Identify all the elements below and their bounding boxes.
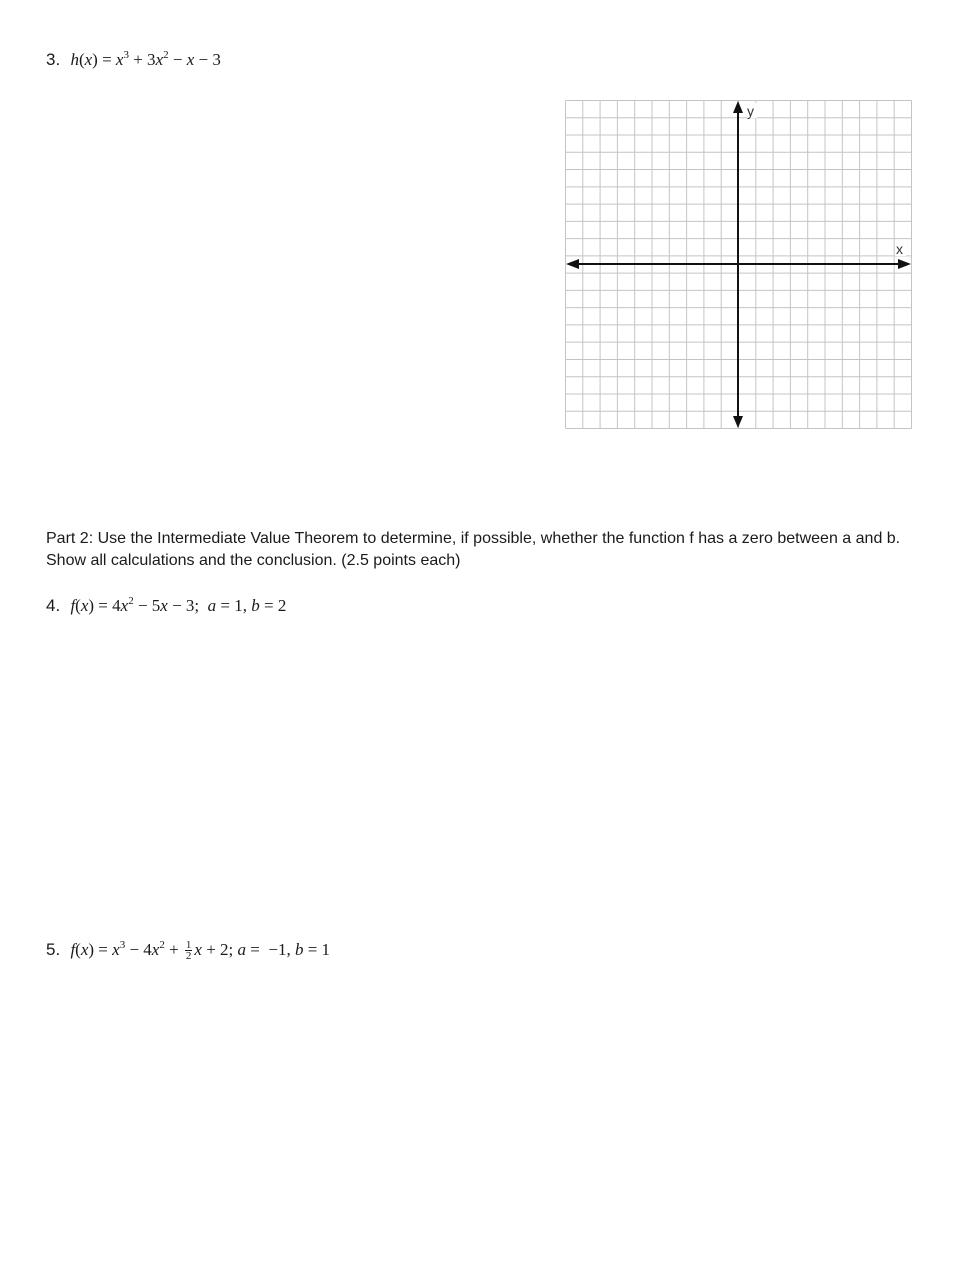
interval-a-value: = 1, [216, 596, 252, 615]
y-axis-bottom-arrow [733, 416, 743, 428]
problem-5: 5. $f(x) = x^3 - 4x^2$ + $\frac{1}{2}$ x + 2; a = −1, b = 1 [46, 938, 331, 962]
y-axis-label: y [747, 103, 754, 119]
equation-part: + [164, 940, 183, 959]
equation-part: + 3 [128, 50, 156, 69]
function-name: f [70, 596, 76, 615]
exponent: 3 [119, 939, 126, 951]
problem-number: 4. [46, 596, 61, 615]
term-variable: x [151, 940, 160, 959]
term-variable: x [160, 596, 168, 615]
function-variable: x [80, 940, 89, 959]
interval-b-name: b [251, 596, 260, 615]
function-name: f [70, 940, 76, 959]
exponent: 2 [159, 939, 165, 951]
part-2-instructions: Part 2: Use the Intermediate Value Theorem to determine, if possible, whether the function f has a zero between a and b. Show all calculations and the conclusion. (2.5 points each) [46, 530, 901, 569]
problem-number: 5. [46, 940, 61, 959]
equation-part: − 5 [133, 596, 161, 615]
term-variable: x [120, 596, 129, 615]
function-name: h [70, 50, 79, 69]
coordinate-grid [565, 100, 912, 430]
problem-4: 4. $f(x) = 4x^2 - 5x - 3$; a = 1, b = 2 [46, 595, 287, 615]
function-variable: x [84, 50, 93, 69]
x-axis-right-arrow [898, 259, 911, 269]
equation-part: − 3; [167, 596, 208, 615]
interval-a-name: a [237, 940, 247, 959]
problem-3: 3. $h(x) = x^3 + 3x^2 - x - 3$ [46, 49, 221, 69]
y-axis-top-arrow [733, 101, 743, 113]
term-variable: x [194, 940, 202, 959]
equation-part: − [168, 50, 187, 69]
fraction-numerator: 1 [185, 938, 192, 951]
coefficient: 4 [112, 596, 121, 615]
term-variable: x [186, 50, 195, 69]
fraction-one-half [185, 940, 193, 961]
equation-part: = [97, 50, 116, 69]
exponent: 2 [128, 595, 134, 607]
interval-a-value: = −1, [246, 940, 295, 959]
equation-part: + 2; [201, 940, 238, 959]
term-variable: x [155, 50, 164, 69]
term-variable: x [115, 50, 124, 69]
problem-number: 3. [46, 50, 61, 69]
interval-b-value: = 1 [303, 940, 331, 959]
interval-b-name: b [294, 940, 304, 959]
term-variable: x [112, 940, 120, 959]
equation-part: − 3 [194, 50, 221, 69]
function-variable: x [80, 596, 89, 615]
interval-a-name: a [207, 596, 217, 615]
exponent: 2 [163, 49, 169, 61]
interval-b-value: = 2 [259, 596, 287, 615]
fraction-denominator: 2 [185, 949, 192, 962]
equation-part: − 4 [125, 940, 152, 959]
exponent: 3 [123, 49, 129, 61]
x-axis-left-arrow [566, 259, 579, 269]
x-axis-label: x [896, 241, 903, 257]
